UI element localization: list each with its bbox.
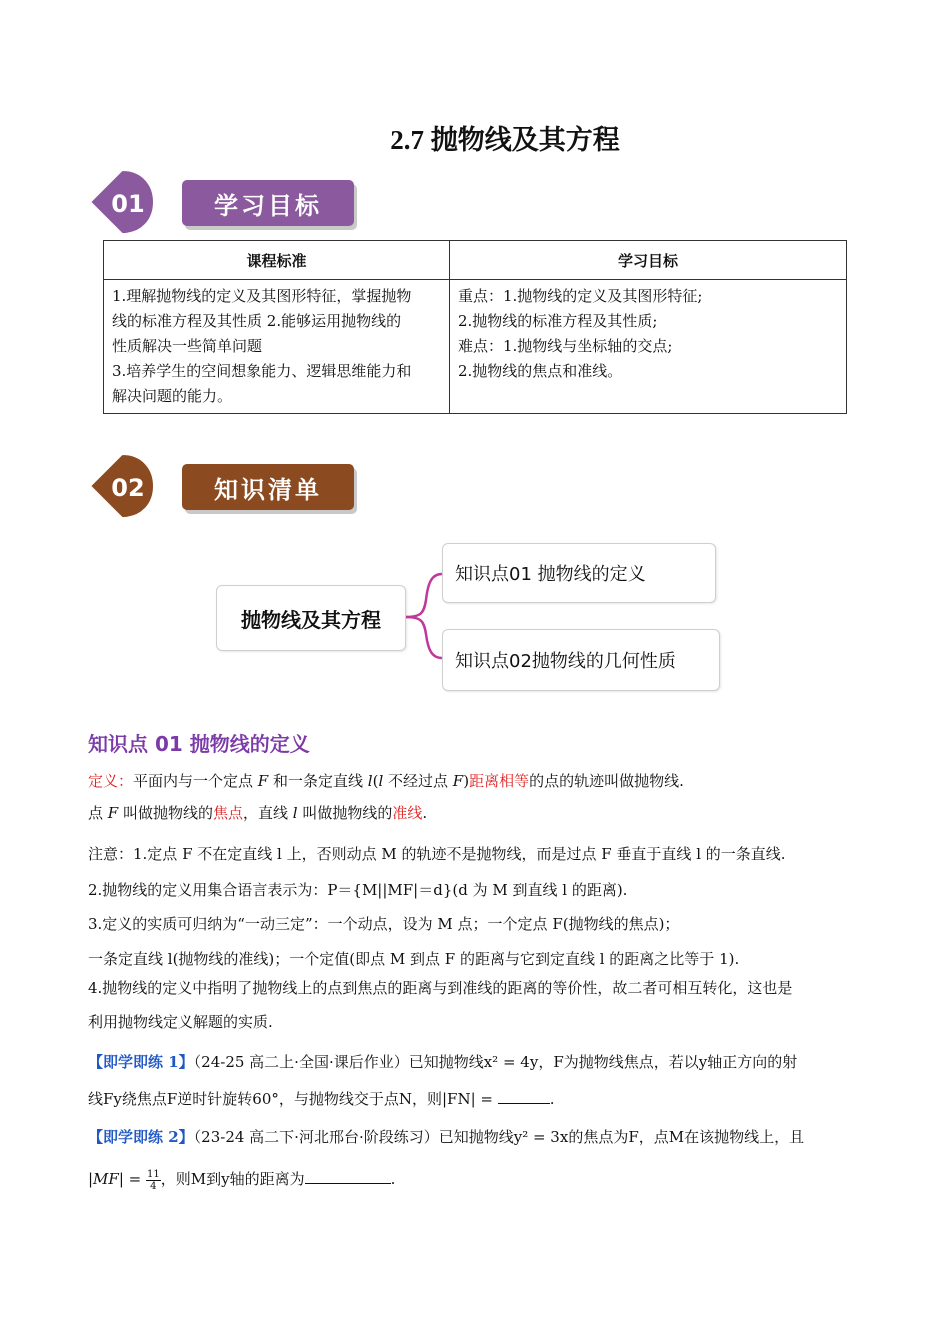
exercise-2-line-1 bbox=[88, 1126, 868, 1148]
text: ) bbox=[463, 772, 470, 790]
page-title: 2.7 抛物线及其方程 bbox=[390, 125, 620, 155]
answer-blank[interactable] bbox=[498, 1089, 550, 1104]
text: . bbox=[422, 804, 428, 822]
text: 叫做抛物线的 bbox=[297, 804, 393, 822]
standard-line: 1.理解抛物线的定义及其图形特征，掌握抛物 bbox=[112, 287, 412, 305]
table-cell-standard bbox=[104, 280, 450, 414]
section-02-number: 02 bbox=[111, 474, 145, 502]
table-header-standard: 课程标准 bbox=[104, 241, 450, 280]
section-02-badge bbox=[88, 452, 156, 520]
math-F: F bbox=[257, 772, 269, 790]
goal-line: 2.抛物线的标准方程及其性质; bbox=[458, 312, 658, 330]
table-header-goals: 学习目标 bbox=[450, 241, 847, 280]
section-01-badge bbox=[88, 168, 156, 236]
math-l: l bbox=[367, 772, 373, 790]
mindmap-branch-definition: 知识点01 抛物线的定义 bbox=[442, 543, 716, 603]
exercise-1-line-2 bbox=[88, 1088, 868, 1110]
exercise-2-text: |MF| = bbox=[88, 1170, 142, 1188]
text: 不经过点 bbox=[383, 772, 453, 790]
note-3: 3.定义的实质可归纳为“一动三定”：一个动点，设为 M 点；一个定点 F(抛物线的焦点)； bbox=[88, 915, 680, 933]
note-2: 2.抛物线的定义用集合语言表示为：P＝{M||MF|＝d}(d 为 M 到直线 l 的距离). bbox=[88, 881, 628, 899]
goals-table bbox=[103, 240, 847, 414]
fraction-denominator: 4 bbox=[150, 1180, 157, 1192]
standard-line: 3.培养学生的空间想象能力、逻辑思维能力和 bbox=[112, 362, 412, 380]
exercise-1-text: （24-25 高二上·全国·课后作业）已知抛物线x² = 4y，F为抛物线焦点，若以y轴正方向的射 bbox=[193, 1053, 798, 1071]
goal-line: 2.抛物线的焦点和准线。 bbox=[458, 362, 623, 380]
note-4: 4.抛物线的定义中指明了抛物线上的点到焦点的距离与到准线的距离的等价性，故二者可相互转化，这也是 bbox=[88, 979, 793, 997]
highlight-directrix: 准线 bbox=[392, 804, 423, 822]
highlight-focus: 焦点 bbox=[212, 804, 243, 822]
section-02-banner: 知识清单 bbox=[182, 464, 354, 510]
mindmap-branch-properties: 知识点02抛物线的几何性质 bbox=[442, 629, 720, 691]
exercise-2-text: ，则M到y轴的距离为 bbox=[160, 1170, 305, 1188]
text: 的点的轨迹叫做抛物线. bbox=[529, 772, 684, 790]
exercise-2-tag: 【即学即练 2】 bbox=[88, 1128, 194, 1146]
text: 叫做抛物线的 bbox=[118, 804, 213, 822]
exercise-1-line-1 bbox=[88, 1051, 868, 1073]
note-1: 注意：1.定点 F 不在定直线 l 上，否则动点 M 的轨迹不是抛物线，而是过点 F 垂直于直线 l 的一条直线. bbox=[88, 845, 786, 863]
math-l: l bbox=[292, 804, 298, 822]
section-01-banner: 学习目标 bbox=[182, 180, 354, 226]
exercise-2-text: （23-24 高二下·河北邢台·阶段练习）已知抛物线y² = 3x的焦点为F，点M在该抛物线上，且 bbox=[193, 1128, 805, 1146]
section-01-number: 01 bbox=[111, 190, 145, 218]
math-l: l bbox=[378, 772, 384, 790]
mindmap-connector bbox=[404, 560, 444, 670]
highlight-equal-distance: 距离相等 bbox=[469, 772, 530, 790]
note-3-continued: 一条定直线 l(抛物线的准线)；一个定值(即点 M 到点 F 的距离与它到定直线 l 的距离之比等于 1). bbox=[88, 950, 740, 968]
text: 和一条定直线 bbox=[268, 772, 368, 790]
math-F: F bbox=[107, 804, 119, 822]
standard-line: 性质解决一些简单问题 bbox=[112, 337, 263, 355]
note-4-continued: 利用抛物线定义解题的实质. bbox=[88, 1013, 273, 1031]
knowledge-heading: 知识点 01 抛物线的定义 bbox=[88, 732, 310, 756]
definition-label: 定义： bbox=[88, 772, 134, 790]
text: 点 bbox=[88, 804, 108, 822]
fraction-numerator: 11 bbox=[147, 1168, 160, 1180]
exercise-1-tag: 【即学即练 1】 bbox=[88, 1053, 194, 1071]
text: ( bbox=[372, 772, 379, 790]
text: 平面内与一个定点 bbox=[133, 772, 258, 790]
exercise-1-text: 线Fy绕焦点F逆时针旋转60°，与抛物线交于点N，则|FN| = bbox=[88, 1090, 493, 1108]
standard-line: 解决问题的能力。 bbox=[112, 387, 233, 405]
goal-line: 难点：1.抛物线与坐标轴的交点; bbox=[458, 337, 673, 355]
focus-directrix-line bbox=[88, 802, 868, 824]
definition-line bbox=[88, 770, 868, 792]
text: ，直线 bbox=[243, 804, 293, 822]
math-F: F bbox=[452, 772, 464, 790]
answer-blank[interactable] bbox=[305, 1169, 391, 1184]
text: . bbox=[549, 1090, 555, 1108]
mindmap-root: 抛物线及其方程 bbox=[216, 585, 406, 651]
goal-line: 重点：1.抛物线的定义及其图形特征; bbox=[458, 287, 703, 305]
table-cell-goals bbox=[450, 280, 847, 414]
fraction bbox=[146, 1169, 161, 1192]
text: . bbox=[390, 1170, 396, 1188]
standard-line: 线的标准方程及其性质 2.能够运用抛物线的 bbox=[112, 312, 402, 330]
exercise-2-line-2 bbox=[88, 1168, 868, 1192]
